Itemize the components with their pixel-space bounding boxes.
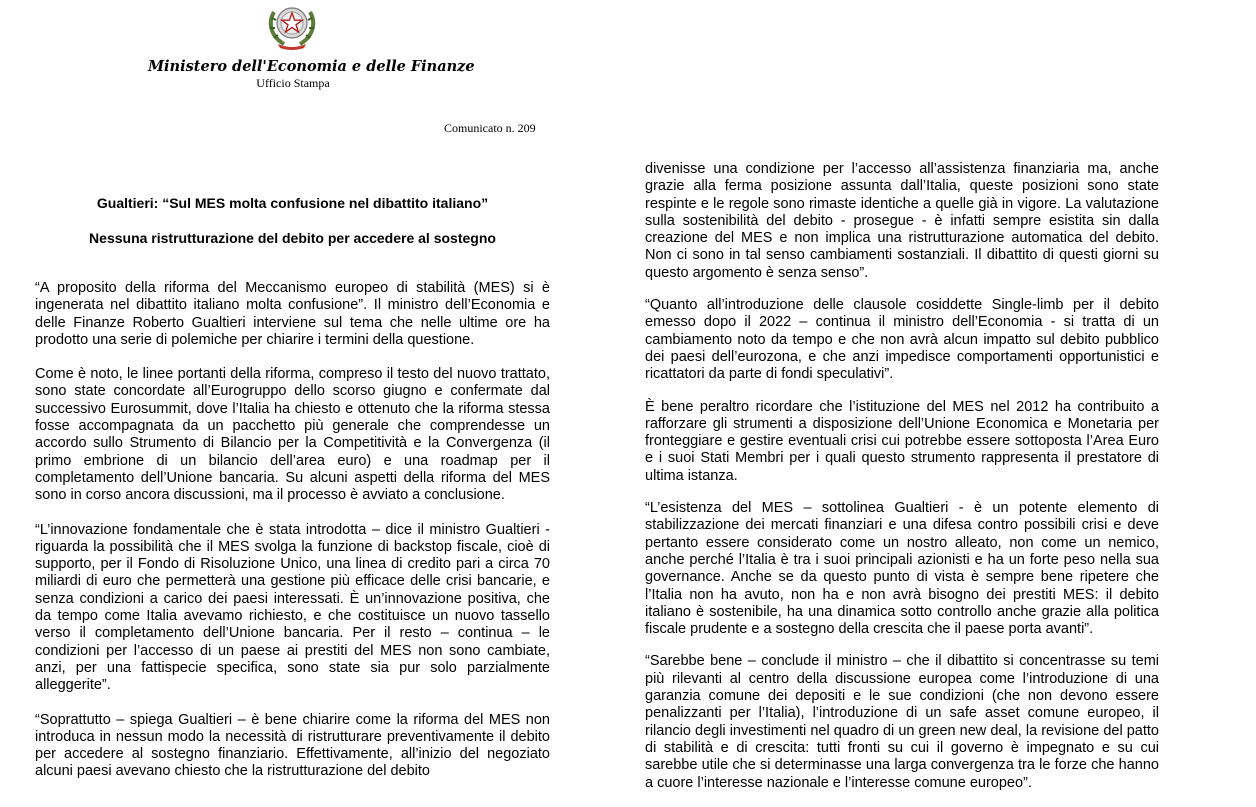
paragraph: È bene peraltro ricordare che l’istituzione del MES nel 2012 ha contribuito a rafforzare gli strumenti a disposizione dell’Unione Economica e Monetaria per fronteggiare e gestire eventuali crisi cui potrebbe essere sottoposta l’Area Euro e i suoi Stati Membri per i quali questo strumento rappresenta il prestatore di ultima istanza. bbox=[645, 398, 1159, 484]
left-text-column bbox=[35, 280, 550, 798]
paragraph: “A proposito della riforma del Meccanismo europeo di stabilità (MES) si è ingenerata nel dibattito italiano molta confusione”. Il ministro dell’Economia e delle Finanze Roberto Gualtieri interviene sul tema che nelle ultime ore ha prodotto una serie di polemiche per chiarire i termini della questione. bbox=[35, 280, 550, 348]
subheadline: Nessuna ristrutturazione del debito per accedere al sostegno bbox=[89, 230, 496, 246]
italian-republic-emblem-icon bbox=[264, 0, 320, 50]
paragraph: Come è noto, le linee portanti della riforma, compreso il testo del nuovo trattato, sono state concordate all’Eurogruppo dello scorso giugno e confermate dal successivo Eurosummit, dove l’Italia ha chiesto e ottenuto che la riforma stessa fosse accompagnata da un pacchetto più generale che comprendesse un accordo sullo Strumento di Bilancio per la Competitività e la Convergenza (il primo embrione di un bilancio dell’area euro) e una roadmap per il completamento dell’Unione bancaria. Su alcuni aspetti della riforma del MES sono in corso ancora discussioni, ma il processo è avviato a conclusione. bbox=[35, 366, 550, 504]
paragraph: “L’esistenza del MES – sottolinea Gualtieri - è un potente elemento di stabilizzazione dei mercati finanziari e una difesa contro possibili crisi e deve pertanto essere considerato come un nostro alleato, non come un nemico, anche perché l’Italia è tra i suoi principali azionisti e ha un forte peso nella sua governance. Anche se da questo punto di vista è sempre bene ripetere che l’Italia non ha avuto, non ha e non avrà bisogno dei prestiti MES: il debito italiano è sostenibile, ha una dinamica sotto controllo anche grazie alla politica fiscale prudente e a sostegno della crescita che il paese porta avanti”. bbox=[645, 500, 1159, 638]
paragraph: divenisse una condizione per l’accesso all’assistenza finanziaria ma, anche grazie alla ferma posizione assunta dall’Italia, queste posizioni sono state respinte e le regole sono rimaste identiche a quelle già in vigore. La valutazione sulla sostenibilità del debito - prosegue - è infatti sempre esistita sin dalla creazione del MES e non implica una ristrutturazione automatica del debito. Non ci sono in tal senso cambiamenti sostanziali. Il dibattito di questi giorni su questo argomento è senza senso”. bbox=[645, 161, 1159, 281]
headline: Gualtieri: “Sul MES molta confusione nel dibattito italiano” bbox=[96, 195, 489, 211]
office-name: Ufficio Stampa bbox=[256, 76, 330, 90]
paragraph: “Sarebbe bene – conclude il ministro – che il dibattito si concentrasse su temi più rilevanti al centro della discussione europea come l’introduzione di una garanzia comune dei depositi e le sue condizioni (che non devono essere penalizzanti per l’Italia), l’introduzione di un safe asset comune europeo, il rilancio degli investimenti nel quadro di un green new deal, la revisione del patto di stabilità e di crescita: tutti fronti su cui il governo è impegnato e su cui sarebbe utile che si determinasse una larga convergenza tra le forze che hanno a cuore l’interesse nazionale e l’interesse comune europeo”. bbox=[645, 653, 1159, 791]
ministry-name: Ministero dell'Economia e delle Finanze bbox=[148, 58, 475, 75]
right-text-column bbox=[645, 161, 1159, 807]
paragraph: “Soprattutto – spiega Gualtieri – è bene chiarire come la riforma del MES non introduca in nessun modo la necessità di ristrutturare preventivamente il debito per accedere al sostegno finanziario. Effettivamente, all’inizio del negoziato alcuni paesi avevano chiesto che la ristrutturazione del debito bbox=[35, 711, 550, 780]
paragraph: “L’innovazione fondamentale che è stata introdotta – dice il ministro Gualtieri - riguarda la possibilità che il MES svolga la funzione di backstop fiscale, cioè di supporto, per il Fondo di Risoluzione Unico, una linea di credito pari a circa 70 miliardi di euro che permetterà una gestione più efficace delle crisi bancarie, e senza condizioni a carico dei paesi interessati. È un’innovazione positiva, che da tempo come Italia avevamo richiesto, e che costituisce un nuovo tassello verso il completamento dell’Unione bancaria. Per il resto – continua – le condizioni per l’accesso di un paese ai prestiti del MES non sono cambiate, anzi, per una fattispecie specifica, sono state sia pur solo parzialmente alleggerite”. bbox=[35, 521, 550, 694]
paragraph: “Quanto all’introduzione delle clausole cosiddette Single-limb per il debito emesso dopo il 2022 – continua il ministro dell’Economia - si tratta di un cambiamento noto da tempo e che non avrà alcun impatto sul debito pubblico dei paesi dell’eurozona, e che anzi impedisce comportamenti opportunistici e ricattatori da parte di fondi speculativi”. bbox=[645, 297, 1159, 383]
communique-number: Comunicato n. 209 bbox=[444, 121, 536, 135]
